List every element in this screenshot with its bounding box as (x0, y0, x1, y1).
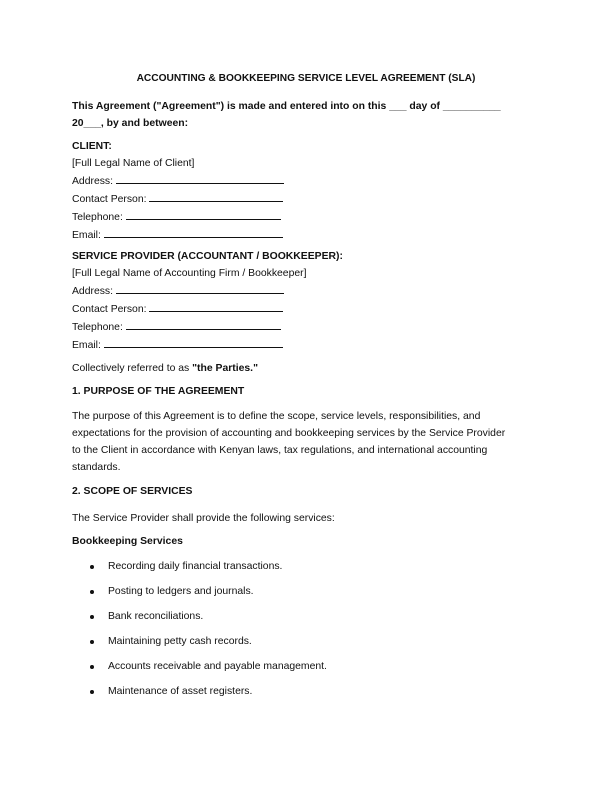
list-item-text: Maintaining petty cash records. (108, 636, 252, 647)
section-1-line-1: The purpose of this Agreement is to define the scope, service levels, responsibilities, and (72, 411, 481, 422)
client-email-line (72, 226, 284, 244)
list-item (72, 608, 327, 633)
section-1-heading: 1. PURPOSE OF THE AGREEMENT (72, 386, 245, 397)
client-name-placeholder: [Full Legal Name of Client] (72, 158, 195, 169)
bullet-icon (90, 690, 94, 694)
provider-telephone-blank[interactable] (126, 318, 281, 330)
provider-telephone-label: Telephone: (72, 322, 123, 333)
provider-contact-blank[interactable] (149, 300, 283, 312)
provider-telephone-line (72, 318, 343, 336)
list-item-text: Bank reconciliations. (108, 611, 204, 622)
client-telephone-blank[interactable] (126, 208, 281, 220)
list-item (72, 583, 327, 608)
client-address-label: Address: (72, 176, 114, 187)
list-item-text: Recording daily financial transactions. (108, 561, 283, 572)
provider-block (72, 248, 343, 354)
provider-name-placeholder: [Full Legal Name of Accounting Firm / Bookkeeper] (72, 268, 307, 279)
client-email-blank[interactable] (104, 226, 283, 238)
bullet-icon (90, 565, 94, 569)
provider-email-label: Email: (72, 340, 101, 351)
client-telephone-label: Telephone: (72, 212, 123, 223)
client-address-line (72, 172, 284, 190)
section-1-line-4: standards. (72, 462, 121, 473)
parties-term: "the Parties." (192, 363, 258, 374)
list-item (72, 658, 327, 683)
intro-line-2: 20___, by and between: (72, 118, 189, 129)
client-contact-blank[interactable] (149, 190, 283, 202)
client-email-label: Email: (72, 230, 101, 241)
intro-line-1: This Agreement ("Agreement") is made and entered into on this ___ day of __________ (72, 101, 501, 112)
client-contact-label: Contact Person: (72, 194, 147, 205)
provider-address-line (72, 282, 343, 300)
section-1-body (72, 408, 542, 476)
section-1-line-2: expectations for the provision of accounting and bookkeeping services by the Service Provider (72, 428, 506, 439)
list-item (72, 558, 327, 583)
section-2-heading: 2. SCOPE OF SERVICES (72, 486, 193, 497)
client-block (72, 138, 284, 244)
provider-contact-line (72, 300, 343, 318)
provider-email-blank[interactable] (104, 336, 283, 348)
list-item-text: Posting to ledgers and journals. (108, 586, 254, 597)
list-item-text: Maintenance of asset registers. (108, 686, 253, 697)
bookkeeping-subheading: Bookkeeping Services (72, 536, 183, 547)
client-label: CLIENT: (72, 141, 112, 152)
bullet-icon (90, 590, 94, 594)
list-item-text: Accounts receivable and payable management. (108, 661, 327, 672)
provider-email-line (72, 336, 343, 354)
parties-line (72, 360, 542, 377)
provider-address-blank[interactable] (116, 282, 284, 294)
list-item (72, 683, 327, 708)
provider-address-label: Address: (72, 286, 114, 297)
list-item (72, 633, 327, 658)
bullet-icon (90, 640, 94, 644)
provider-contact-label: Contact Person: (72, 304, 147, 315)
section-1-line-3: to the Client in accordance with Kenyan laws, tax regulations, and international accounting (72, 445, 488, 456)
client-telephone-line (72, 208, 284, 226)
parties-prefix: Collectively referred to as (72, 363, 193, 374)
client-address-blank[interactable] (116, 172, 284, 184)
provider-label: SERVICE PROVIDER (ACCOUNTANT / BOOKKEEPER): (72, 251, 343, 262)
document-title: ACCOUNTING & BOOKKEEPING SERVICE LEVEL AGREEMENT (SLA) (136, 73, 476, 84)
client-contact-line (72, 190, 284, 208)
agreement-intro (72, 98, 532, 132)
section-2-intro: The Service Provider shall provide the following services: (72, 513, 335, 524)
bookkeeping-services-list (72, 558, 327, 708)
bullet-icon (90, 615, 94, 619)
bullet-icon (90, 665, 94, 669)
